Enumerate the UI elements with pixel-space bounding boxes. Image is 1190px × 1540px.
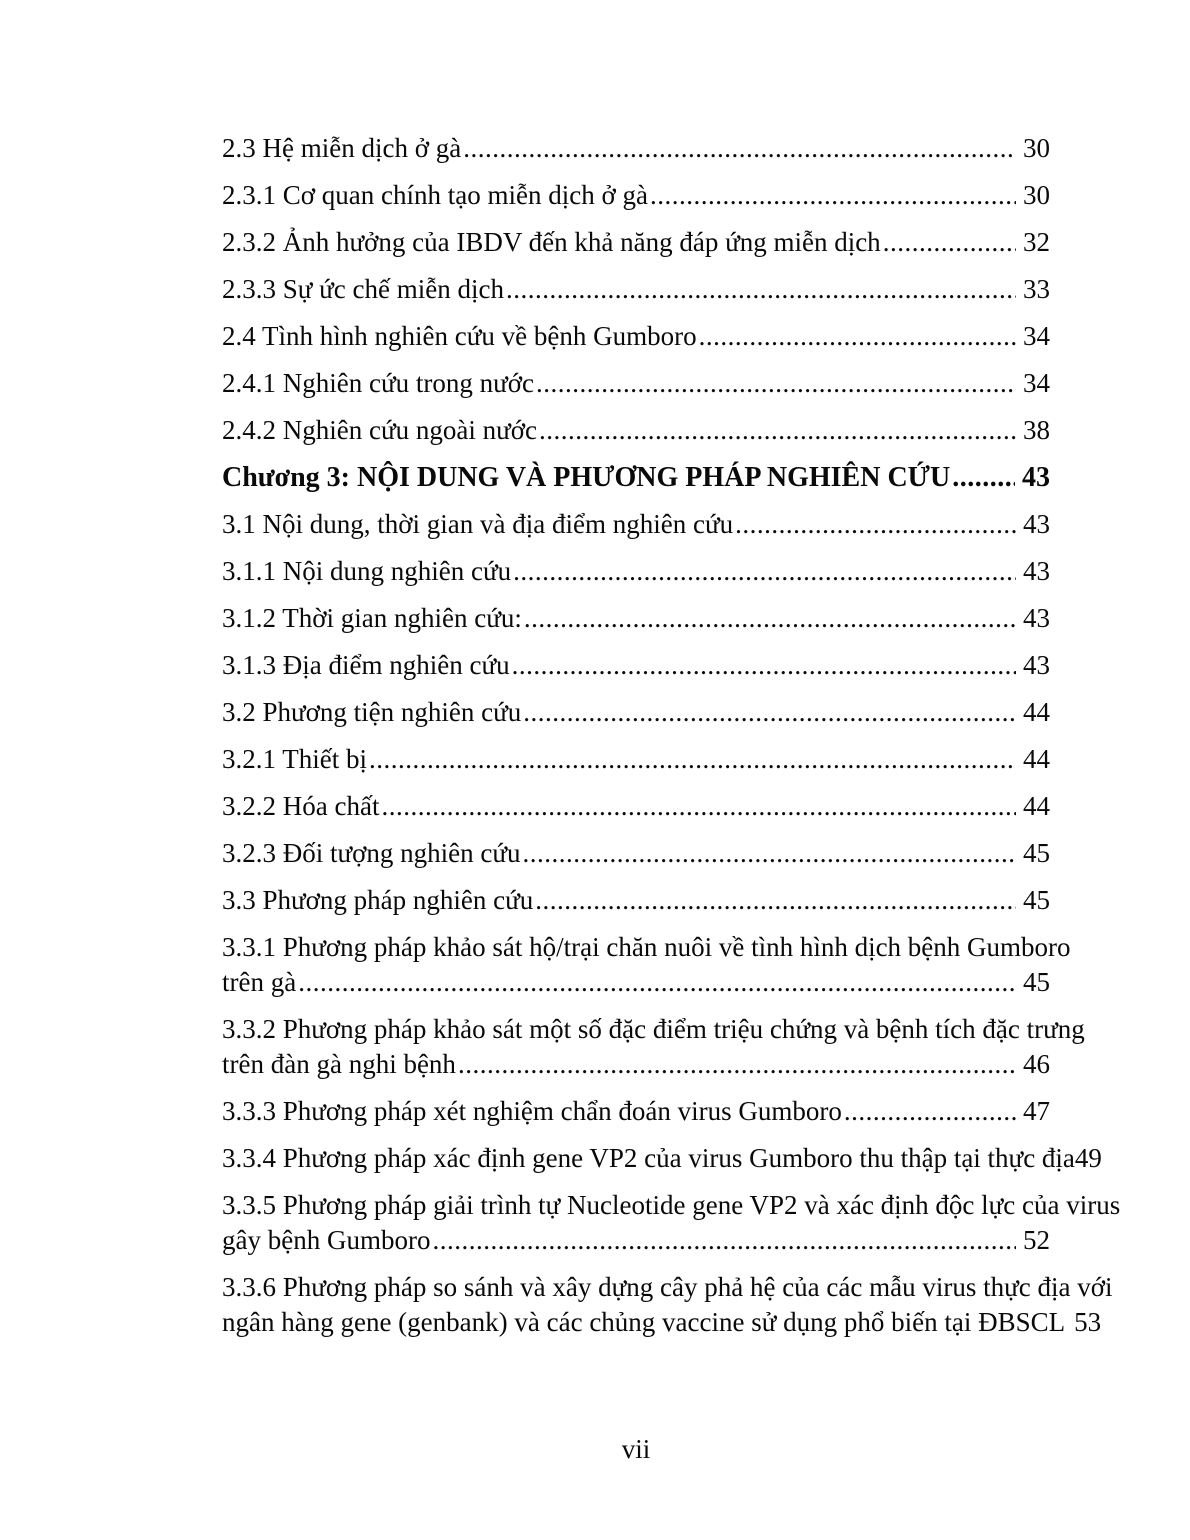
page-number-footer: vii — [621, 1434, 651, 1464]
toc-entry-page: 32 — [1023, 227, 1050, 257]
toc-entry-page: 45 — [1023, 838, 1050, 868]
toc-entry-0 — [222, 131, 1050, 166]
dot-leader — [458, 1047, 1016, 1082]
dot-leader — [506, 272, 1016, 307]
toc-entry-label: 3.1.3 Địa điểm nghiên cứu — [222, 650, 510, 680]
toc-entry-label: 3.3 Phương pháp nghiên cứu — [222, 885, 534, 915]
toc-entry-label-line2: ngân hàng gene (genbank) và các chủng vaccine sử dụng phổ biến tại ĐBSCL — [222, 1307, 1066, 1337]
dot-leader — [369, 742, 1016, 777]
toc-entry-label: 3.2 Phương tiện nghiên cứu — [222, 697, 522, 727]
toc-entry-label: 3.1 Nội dung, thời gian và địa điểm nghiên cứu — [222, 509, 734, 539]
toc-entry-14 — [222, 789, 1050, 824]
toc-entry-label: 3.1.2 Thời gian nghiên cứu: — [222, 603, 522, 633]
toc-entry-11 — [222, 648, 1050, 683]
toc-entry-label-line1: 3.3.1 Phương pháp khảo sát hộ/trại chăn nuôi về tình hình dịch bệnh Gumboro — [222, 932, 1071, 962]
toc-entry-label: 3.2.3 Đối tượng nghiên cứu — [222, 838, 521, 868]
toc-entry-page: 47 — [1023, 1096, 1050, 1126]
toc-entry-label-line2: trên đàn gà nghi bệnh — [222, 1049, 456, 1079]
toc-entry-page: 38 — [1023, 415, 1050, 445]
toc-chapter-label: Chương 3: NỘI DUNG VÀ PHƯƠNG PHÁP NGHIÊN CỨU — [222, 462, 951, 493]
toc-entry-13 — [222, 742, 1050, 777]
toc-entry-page: 43 — [1023, 556, 1050, 586]
dot-leader — [536, 366, 1016, 401]
toc-entry-page: 44 — [1023, 744, 1050, 774]
dot-leader — [298, 965, 1016, 1000]
dot-leader — [539, 413, 1016, 448]
toc-entry-4 — [222, 319, 1050, 354]
toc-entry-page: 45 — [1023, 885, 1050, 915]
toc-entry-page: 46 — [1023, 1049, 1050, 1079]
toc-entry-page: 33 — [1023, 274, 1050, 304]
toc-entry-18 — [222, 1012, 1085, 1082]
dot-leader — [523, 836, 1016, 871]
toc-entry-1 — [222, 178, 1050, 213]
toc-entry-page: 44 — [1023, 697, 1050, 727]
toc-entry-2 — [222, 225, 1050, 260]
dot-leader — [463, 131, 1016, 166]
toc-entry-label: 3.2.1 Thiết bị — [222, 744, 367, 774]
dot-leader — [512, 648, 1016, 683]
dot-leader — [699, 319, 1016, 354]
toc-entry-6 — [222, 413, 1050, 448]
toc-entry-page: 43 — [1023, 650, 1050, 680]
toc-entry-21 — [222, 1188, 1121, 1258]
toc-entry-label: 3.3.3 Phương pháp xét nghiệm chẩn đoán virus Gumboro — [222, 1096, 842, 1126]
toc-entry-8 — [222, 507, 1050, 542]
table-of-contents — [222, 131, 1121, 1352]
toc-entry-5 — [222, 366, 1050, 401]
toc-entry-label: 2.4 Tình hình nghiên cứu về bệnh Gumboro — [222, 321, 697, 351]
toc-chapter-page: 43 — [1022, 462, 1050, 493]
toc-entry-label: 2.3.2 Ảnh hưởng của IBDV đến khả năng đáp ứng miễn dịch — [222, 227, 881, 257]
toc-entry-label: 2.3 Hệ miễn dịch ở gà — [222, 133, 462, 163]
toc-entry-15 — [222, 836, 1050, 871]
toc-entry-page: 30 — [1023, 133, 1050, 163]
dot-leader — [432, 1223, 1016, 1258]
toc-entry-page: 43 — [1023, 509, 1050, 539]
dot-leader — [535, 883, 1016, 918]
toc-entry-20 — [222, 1141, 1102, 1176]
toc-entry-page: 49 — [1074, 1143, 1102, 1173]
toc-entry-label-line1: 3.3.5 Phương pháp giải trình tự Nucleotide gene VP2 và xác định độc lực của virus — [222, 1190, 1121, 1220]
toc-entry-page: 45 — [1023, 967, 1050, 997]
toc-entry-label: 2.3.3 Sự ức chế miễn dịch — [222, 274, 504, 304]
toc-entry-17 — [222, 930, 1071, 1000]
toc-entry-10 — [222, 601, 1050, 636]
toc-entry-label-line2: trên gà — [222, 967, 297, 997]
dot-leader — [735, 507, 1016, 542]
toc-entry-page: 34 — [1023, 321, 1050, 351]
dot-leader — [844, 1094, 1016, 1129]
dot-leader — [523, 695, 1016, 730]
toc-entry-label-line1: 3.3.2 Phương pháp khảo sát một số đặc điểm triệu chứng và bệnh tích đặc trưng — [222, 1014, 1085, 1044]
toc-entry-12 — [222, 695, 1050, 730]
toc-chapter-heading — [222, 460, 1050, 495]
toc-entry-page: 30 — [1023, 180, 1050, 210]
toc-entry-3 — [222, 272, 1050, 307]
toc-entry-label: 2.3.1 Cơ quan chính tạo miễn dịch ở gà — [222, 180, 648, 210]
toc-entry-19 — [222, 1094, 1050, 1129]
toc-entry-label: 3.3.4 Phương pháp xác định gene VP2 của virus Gumboro thu thập tại thực địa — [222, 1143, 1075, 1173]
toc-entry-22 — [222, 1270, 1113, 1340]
toc-entry-page: 34 — [1023, 368, 1050, 398]
dot-leader — [952, 460, 1015, 495]
toc-entry-label: 3.2.2 Hóa chất — [222, 791, 380, 821]
dot-leader — [883, 225, 1016, 260]
toc-entry-16 — [222, 883, 1050, 918]
toc-entry-9 — [222, 554, 1050, 589]
toc-entry-label-line2: gây bệnh Gumboro — [222, 1225, 431, 1255]
dot-leader — [513, 554, 1016, 589]
toc-entry-page: 44 — [1023, 791, 1050, 821]
toc-entry-page: 43 — [1023, 603, 1050, 633]
toc-entry-page: 52 — [1023, 1225, 1050, 1255]
dot-leader — [381, 789, 1016, 824]
toc-entry-label: 2.4.2 Nghiên cứu ngoài nước — [222, 415, 537, 445]
toc-entry-label: 3.1.1 Nội dung nghiên cứu — [222, 556, 512, 586]
toc-entry-label-line1: 3.3.6 Phương pháp so sánh và xây dựng cây phả hệ của các mẫu virus thực địa với — [222, 1272, 1113, 1302]
toc-entry-page: 53 — [1074, 1307, 1102, 1337]
dot-leader — [650, 178, 1016, 213]
toc-entry-label: 2.4.1 Nghiên cứu trong nước — [222, 368, 534, 398]
dot-leader — [524, 601, 1016, 636]
